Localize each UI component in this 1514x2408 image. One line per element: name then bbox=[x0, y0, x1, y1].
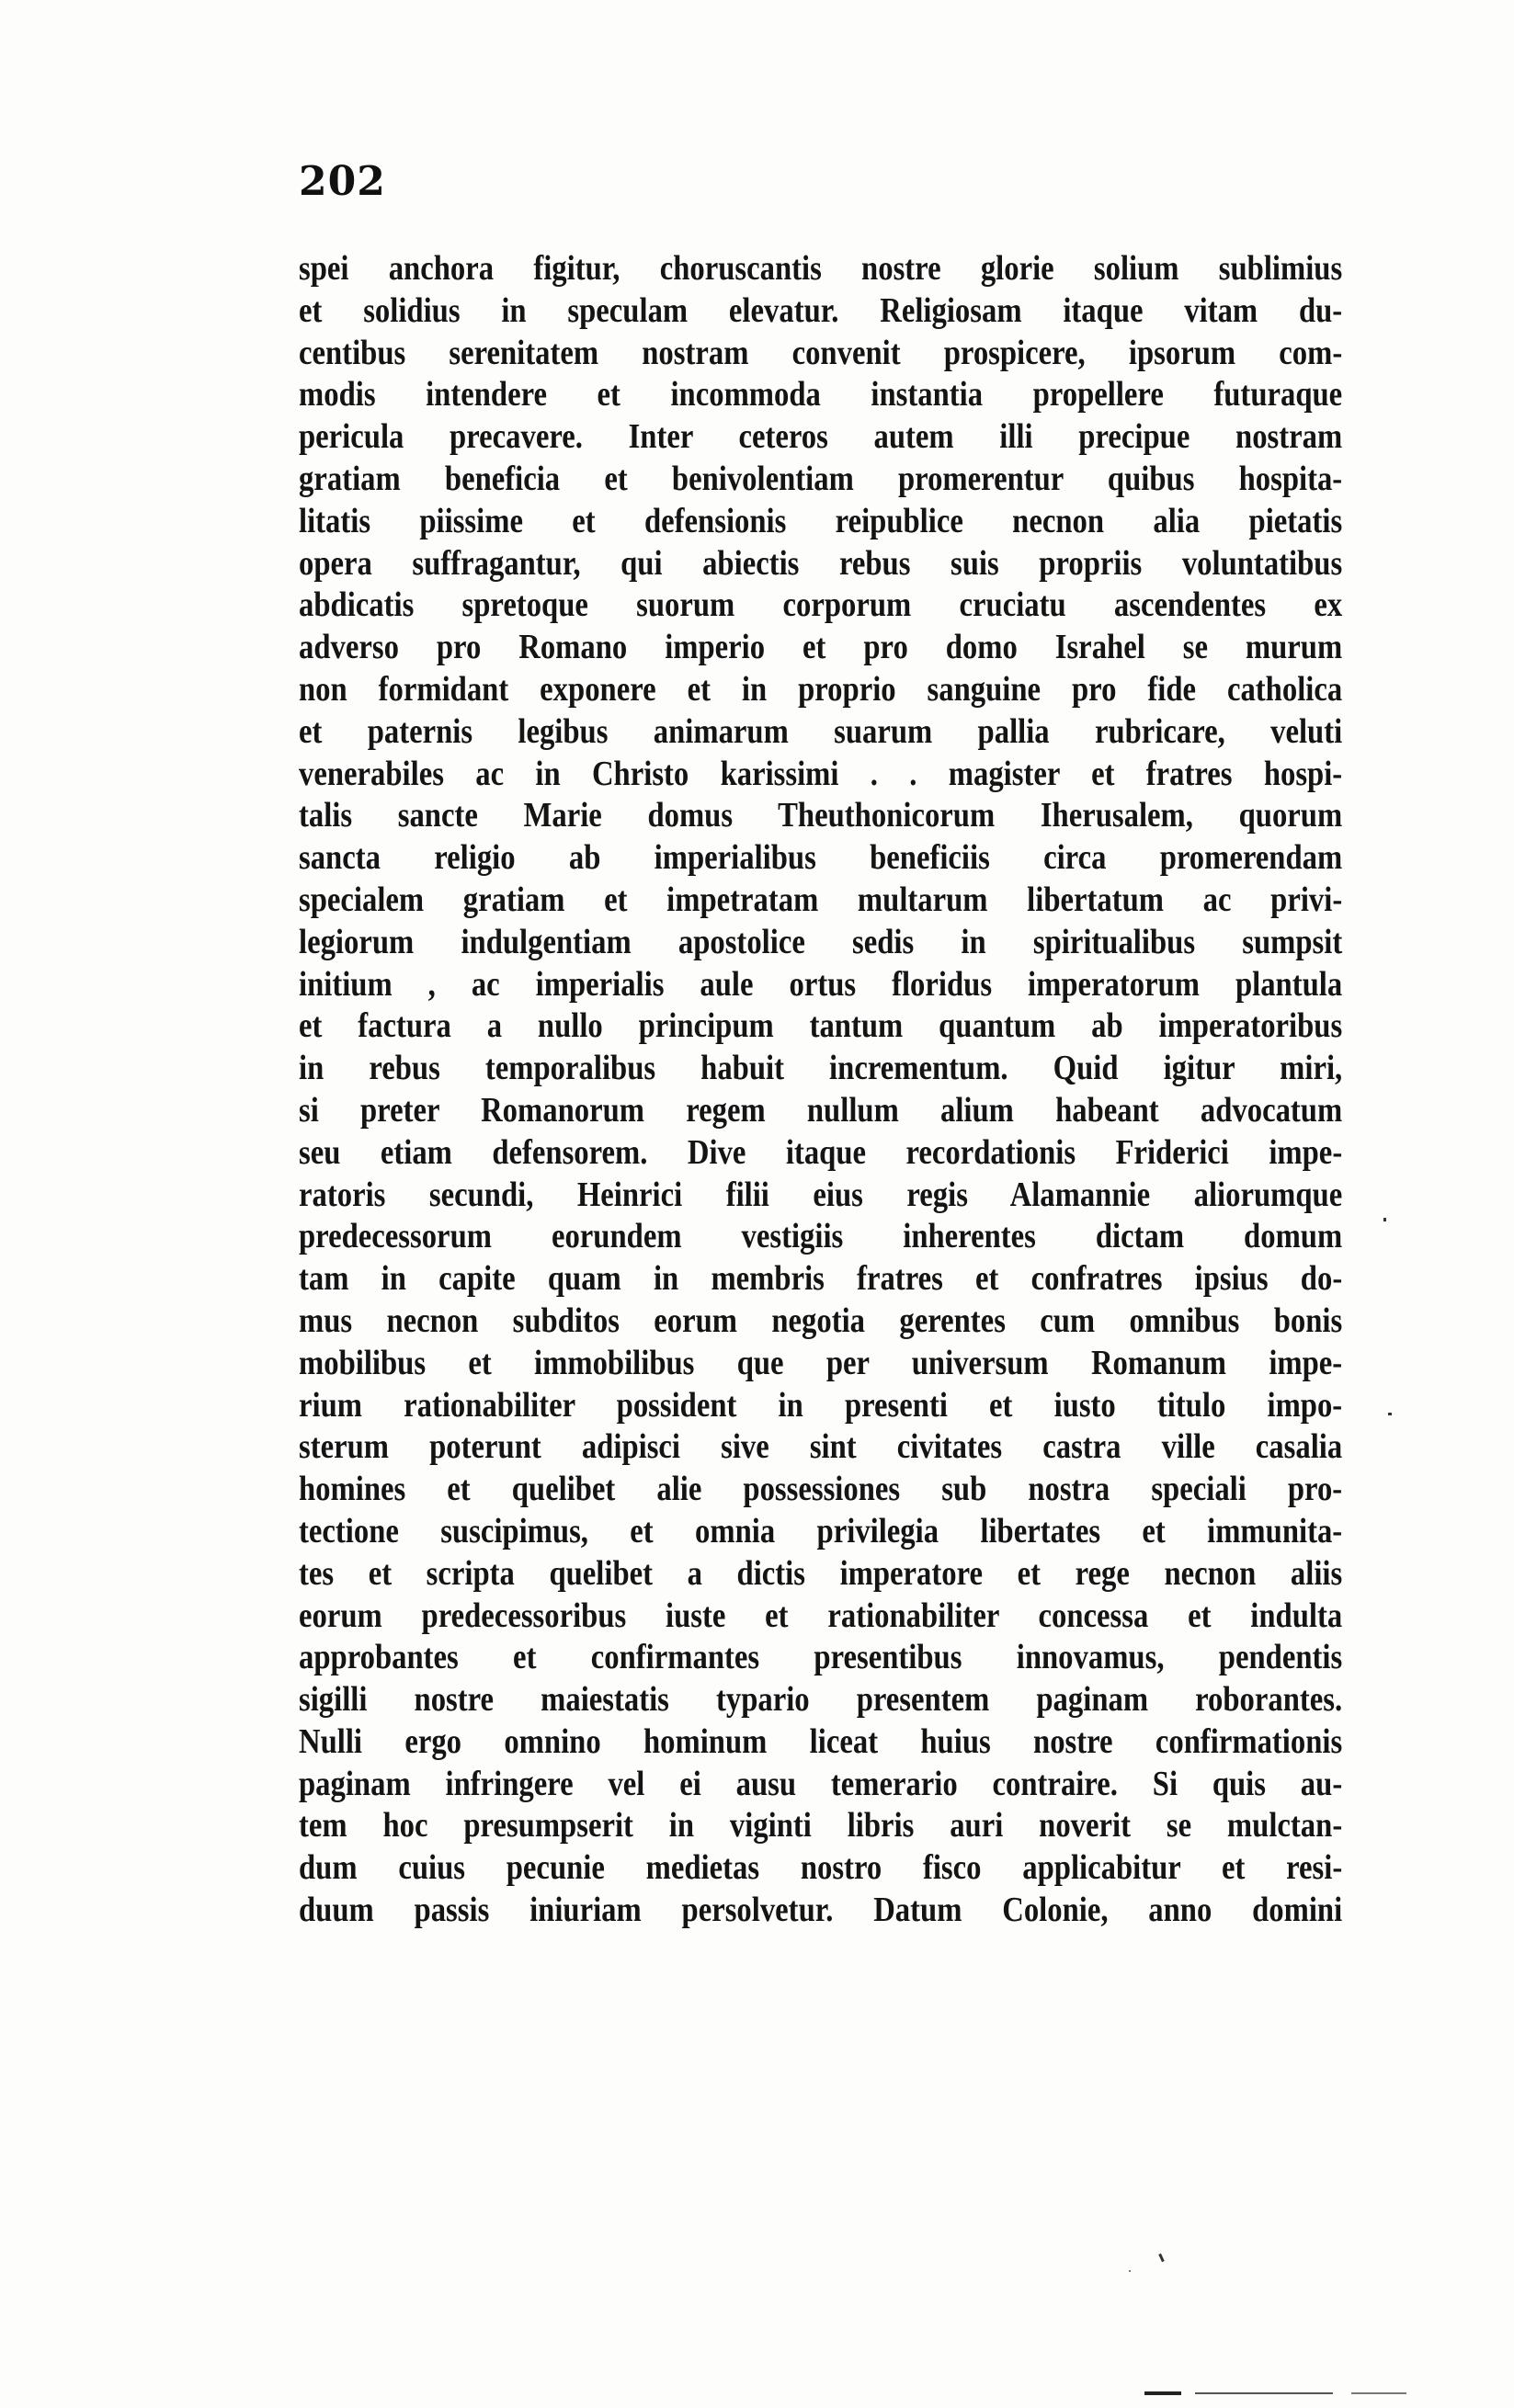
text-line: tam in capite quam in membris fratres et confratres ipsius do- bbox=[299, 1259, 1343, 1299]
text-line: paginam infringere vel ei ausu temerario contraire. Si quis au- bbox=[299, 1764, 1343, 1803]
text-line: seu etiam defensorem. Dive itaque recordationis Friderici impe- bbox=[299, 1132, 1343, 1172]
text-line: mobilibus et immobilibus que per universum Romanum impe- bbox=[299, 1343, 1343, 1382]
text-line: tectione suscipimus, et omnia privilegia libertates et immunita- bbox=[299, 1511, 1343, 1550]
scan-speck bbox=[1129, 2270, 1131, 2272]
text-line: gratiam beneficia et benivolentiam promerentur quibus hospita- bbox=[299, 459, 1343, 498]
text-line: pericula precavere. Inter ceteros autem illi precipue nostram bbox=[299, 417, 1343, 457]
scan-speck bbox=[1158, 2254, 1165, 2262]
text-line: ratoris secundi, Heinrici filii eius regis Alamannie aliorumque bbox=[299, 1175, 1343, 1214]
text-line: modis intendere et incommoda instantia propellere futuraque bbox=[299, 375, 1343, 415]
scan-speck bbox=[1388, 1413, 1392, 1415]
text-line: legiorum indulgentiam apostolice sedis in spiritualibus sumpsit bbox=[299, 922, 1343, 961]
text-line: sterum poterunt adipisci sive sint civitates castra ville casalia bbox=[299, 1427, 1343, 1467]
text-line: spei anchora figitur, choruscantis nostre glorie solium sublimius bbox=[299, 249, 1343, 288]
text-line: abdicatis spretoque suorum corporum cruciatu ascendentes ex bbox=[299, 585, 1343, 625]
text-line: et solidius in speculam elevatur. Religiosam itaque vitam du- bbox=[299, 290, 1343, 330]
text-line: sigilli nostre maiestatis typario presentem paginam roborantes. bbox=[299, 1680, 1343, 1720]
text-line: predecessorum eorundem vestigiis inherentes dictam domum bbox=[299, 1217, 1343, 1256]
text-line: eorum predecessoribus iuste et rationabiliter concessa et indulta bbox=[299, 1596, 1343, 1635]
text-line: et factura a nullo principum tantum quantum ab imperatoribus bbox=[299, 1006, 1343, 1046]
text-line: opera suffragantur, qui abiectis rebus suis propriis voluntatibus bbox=[299, 543, 1343, 583]
text-line: tes et scripta quelibet a dictis imperatore et rege necnon aliis bbox=[299, 1553, 1343, 1593]
scan-edge-mark bbox=[1351, 2392, 1406, 2394]
text-line: centibus serenitatem nostram convenit prospicere, ipsorum com- bbox=[299, 333, 1343, 372]
scan-speck bbox=[1383, 1218, 1386, 1221]
text-line: duum passis iniuriam persolvetur. Datum Colonie, anno domini bbox=[299, 1891, 1343, 1930]
text-line: talis sancte Marie domus Theuthonicorum Iherusalem, quorum bbox=[299, 796, 1343, 835]
text-line: homines et quelibet alie possessiones sub nostra speciali pro- bbox=[299, 1470, 1343, 1509]
scan-edge-mark bbox=[1195, 2392, 1333, 2394]
text-line: rium rationabiliter possident in presenti et iusto titulo impo- bbox=[299, 1385, 1343, 1425]
text-line: adverso pro Romano imperio et pro domo Israhel se murum bbox=[299, 628, 1343, 667]
text-line: tem hoc presumpserit in viginti libris auri noverit se mulctan- bbox=[299, 1806, 1343, 1846]
text-line: Nulli ergo omnino hominum liceat huius nostre confirmationis bbox=[299, 1721, 1343, 1761]
text-line: si preter Romanorum regem nullum alium habeant advocatum bbox=[299, 1090, 1343, 1130]
text-line: approbantes et confirmantes presentibus innovamus, pendentis bbox=[299, 1638, 1343, 1677]
text-line: sancta religio ab imperialibus beneficiis circa promerendam bbox=[299, 838, 1343, 878]
body-text bbox=[299, 248, 1342, 1932]
text-line: specialem gratiam et impetratam multarum libertatum ac privi- bbox=[299, 880, 1343, 919]
text-line: initium , ac imperialis aule ortus floridus imperatorum plantula bbox=[299, 964, 1343, 1004]
text-line: venerabiles ac in Christo karissimi . . magister et fratres hospi- bbox=[299, 754, 1343, 793]
text-line: litatis piissime et defensionis reipublice necnon alia pietatis bbox=[299, 501, 1343, 540]
scan-edge-mark bbox=[1144, 2391, 1181, 2395]
text-line: et paternis legibus animarum suarum pallia rubricare, veluti bbox=[299, 711, 1343, 751]
page-number: 202 bbox=[299, 158, 386, 205]
text-line: mus necnon subditos eorum negotia gerentes cum omnibus bonis bbox=[299, 1301, 1343, 1340]
text-line: in rebus temporalibus habuit incrementum. Quid igitur miri, bbox=[299, 1049, 1343, 1088]
text-line: dum cuius pecunie medietas nostro fisco applicabitur et resi- bbox=[299, 1848, 1343, 1888]
text-line: non formidant exponere et in proprio sanguine pro fide catholica bbox=[299, 669, 1343, 709]
